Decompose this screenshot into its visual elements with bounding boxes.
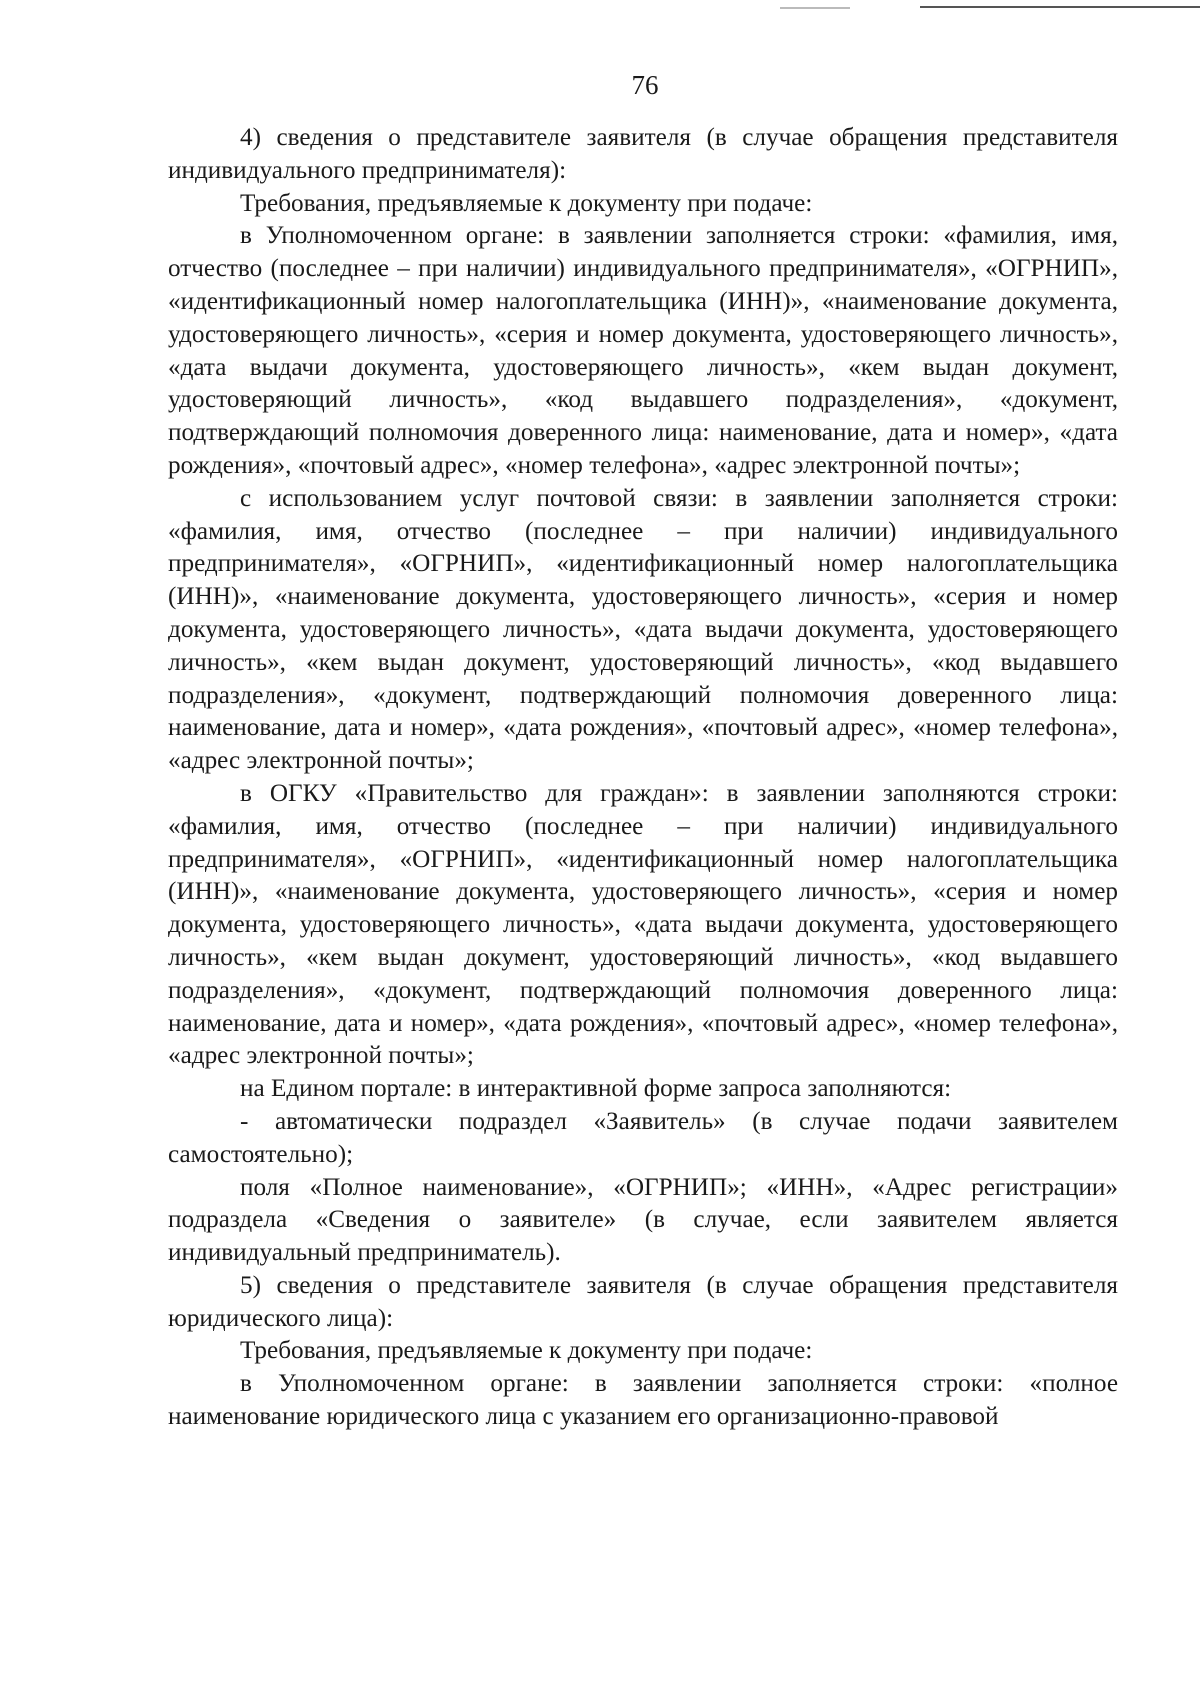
paragraph-requirements-2: Требования, предъявляемые к документу при подаче: [240,1337,813,1365]
paragraph-authorized-body-1: в Уполномоченном органе: в заявлении заполняется строки: «фамилия, имя, отчество (последнее – при наличии) индивидуального предпринимателя», «ОГРНИП», «идентификационный номер налогоплательщика (ИНН)», «наименование документа, удостоверяющего личность», «серия и номер документа, удостоверяющего личность», «дата выдачи документа, удостоверяющего личность», «кем выдан документ, удостоверяющий личность», «код выдавшего подразделения», «документ, подтверждающий полномочия доверенного лица: наименование, дата и номер», «дата рождения», «почтовый адрес», «номер телефона», «адрес электронной почты»; [168,222,1118,479]
paragraph-requirements-1: Требования, предъявляемые к документу при подаче: [240,189,813,217]
scan-artifact-lines [780,6,1200,12]
paragraph-item5-header: 5) сведения о представителе заявителя (в случае обращения представителя юридического лица): [168,1271,1118,1332]
document-body [168,122,1118,1434]
paragraph-authorized-body-2: в Уполномоченном органе: в заявлении заполняется строки: «полное наименование юридического лица с указанием его организационно-правовой [168,1370,1118,1431]
paragraph-fields: поля «Полное наименование», «ОГРНИП»; «ИНН», «Адрес регистрации» подраздела «Сведения о заявителе» (в случае, если заявителем является индивидуальный предприниматель). [168,1173,1118,1267]
paragraph-postal-service: с использованием услуг почтовой связи: в заявлении заполняется строки: «фамилия, имя, отчество (последнее – при наличии) индивидуального предпринимателя», «ОГРНИП», «идентификационный номер налогоплательщика (ИНН)», «наименование документа, удостоверяющего личность», «серия и номер документа, удостоверяющего личность», «дата выдачи документа, удостоверяющего личность», «кем выдан документ, удостоверяющий личность», «код выдавшего подразделения», «документ, подтверждающий полномочия доверенного лица: наименование, дата и номер», «дата рождения», «почтовый адрес», «номер телефона», «адрес электронной почты»; [168,484,1118,775]
paragraph-item4-header: 4) сведения о представителе заявителя (в случае обращения представителя индивидуального предпринимателя): [168,124,1118,184]
paragraph-unified-portal: на Едином портале: в интерактивной форме запроса заполняются: [240,1075,952,1103]
page-number: 76 [631,70,659,100]
paragraph-auto-subsection: - автоматически подраздел «Заявитель» (в случае подачи заявителем самостоятельно); [168,1107,1118,1168]
paragraph-ogku: в ОГКУ «Правительство для граждан»: в заявлении заполняются строки: «фамилия, имя, отчество (последнее – при наличии) индивидуального предпринимателя», «ОГРНИП», «идентификационный номер налогоплательщика (ИНН)», «наименование документа, удостоверяющего личность», «серия и номер документа, удостоверяющего личность», «дата выдачи документа, удостоверяющего личность», «кем выдан документ, удостоверяющий личность», «код выдавшего подразделения», «документ, подтверждающий полномочия доверенного лица: наименование, дата и номер», «дата рождения», «почтовый адрес», «номер телефона», «адрес электронной почты»; [168,779,1118,1070]
